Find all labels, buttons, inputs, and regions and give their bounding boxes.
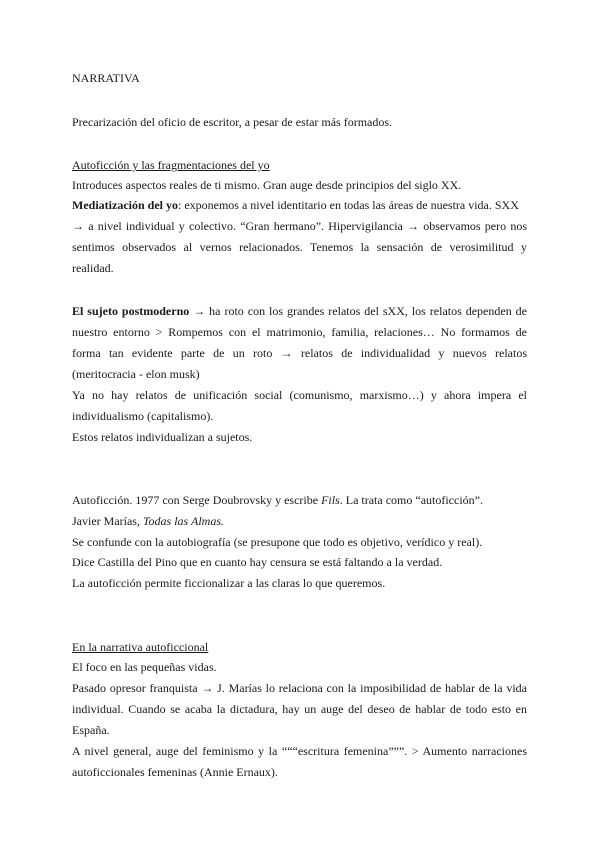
paragraph-line: Introduces aspectos reales de ti mismo. Gran auge desde principios del siglo XX.: [72, 178, 462, 192]
paragraph-line: → a nivel individual y colectivo. “Gran hermano”. Hipervigilancia → observamos pero nos: [72, 219, 527, 233]
paragraph-line: Dice Castilla del Pino que en cuanto hay censura se está faltando a la verdad.: [72, 555, 443, 569]
term-sujeto-postmoderno: El sujeto postmoderno: [72, 304, 190, 318]
paragraph-line: España.: [72, 723, 110, 737]
paragraph-line: individualismo (capitalismo).: [72, 409, 214, 423]
section-heading-narrativa-autoficcional: En la narrativa autoficcional: [72, 640, 209, 654]
paragraph-line: El foco en las pequeñas vidas.: [72, 660, 217, 674]
paragraph-line: Pasado opresor franquista → J. Marías lo relaciona con la imposibilidad de hablar de la vida: [72, 681, 527, 695]
paragraph-line: individual. Cuando se acaba la dictadura, hay un auge del deseo de hablar de todo esto en: [72, 702, 527, 716]
paragraph-line: [72, 514, 224, 528]
paragraph-line: [72, 304, 527, 318]
italic-title-todas-las-almas: Todas las Almas.: [142, 514, 225, 528]
paragraph-line: forma tan evidente parte de un roto → relatos de individualidad y nuevos relatos: [72, 346, 527, 360]
paragraph-text: Javier Marías,: [72, 514, 143, 528]
paragraph-line: (meritocracia - elon musk): [72, 367, 200, 381]
paragraph-text: : exponemos a nivel identitario en todas las áreas de nuestra vida. SXX: [177, 198, 519, 212]
paragraph-line: sentimos observados al vernos relacionados. Tenemos la sensación de verosimilitud y: [72, 240, 527, 254]
paragraph-text: → ha roto con los grandes relatos del sXX, los relatos dependen de: [189, 304, 527, 318]
paragraph-line: realidad.: [72, 261, 114, 275]
section-heading-autoficcion: Autoficción y las fragmentaciones del yo: [72, 158, 270, 172]
document-title: NARRATIVA: [72, 71, 140, 85]
paragraph-line: La autoficción permite ficcionalizar a las claras lo que queremos.: [72, 576, 386, 590]
paragraph-line: nuestro entorno > Rompemos con el matrimonio, familia, relaciones… No formamos de: [72, 325, 527, 339]
paragraph-line: autoficcionales femeninas (Annie Ernaux).: [72, 765, 278, 779]
term-mediatizacion: Mediatización del yo: [72, 198, 178, 212]
paragraph-line: [72, 493, 483, 507]
paragraph-line: Se confunde con la autobiografía (se presupone que todo es objetivo, verídico y real).: [72, 535, 483, 549]
paragraph-text: . La trata como “autoficción”.: [339, 493, 483, 507]
paragraph-line: A nivel general, auge del feminismo y la “““escritura femenina”””. > Aumento narraciones: [72, 744, 527, 758]
paragraph-line: Estos relatos individualizan a sujetos.: [72, 430, 253, 444]
paragraph-text: Autoficción. 1977 con Serge Doubrovsky y escribe: [72, 493, 322, 507]
intro-text: Precarización del oficio de escritor, a pesar de estar más formados.: [72, 115, 393, 129]
paragraph-line: Ya no hay relatos de unificación social (comunismo, marxismo…) y ahora impera el: [72, 388, 527, 402]
paragraph-line: [72, 198, 519, 212]
italic-title-fils: Fils: [321, 493, 340, 507]
